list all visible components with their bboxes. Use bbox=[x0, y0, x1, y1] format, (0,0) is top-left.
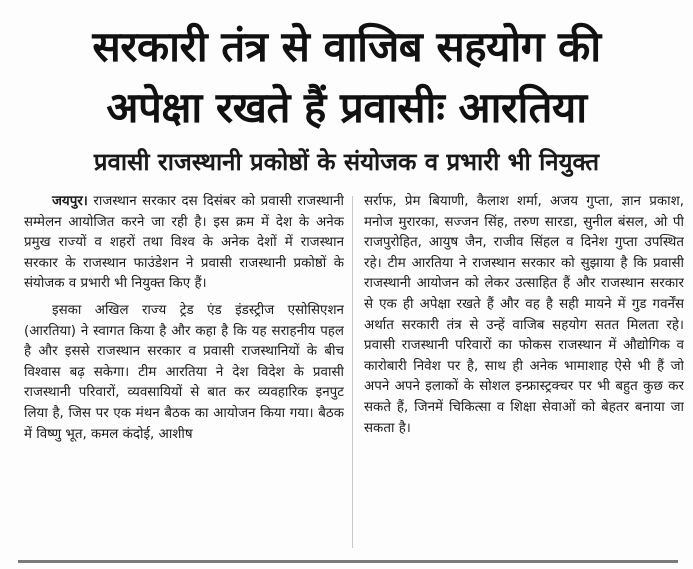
headline-line-1: सरकारी तंत्र से वाजिब सहयोग की bbox=[92, 22, 601, 71]
column-divider bbox=[352, 196, 353, 548]
subheadline: प्रवासी राजस्थानी प्रकोष्ठों के संयोजक व प्रभारी भी नियुक्त bbox=[93, 148, 600, 176]
paragraph-1-text: राजस्थान सरकार दस दिसंबर को प्रवासी राजस्थानी सम्मेलन आयोजित करने जा रही है। इस क्रम में देश के अनेक प्रमुख राज्यों व शहरों तथा विश्व के अनेक देशों में राजस्थान सरकार के राजस्थान फाउंडेशन ने प्रवासी राजस्थानी प्रकोष्ठों के संयोजक व प्रभारी भी नियुक्त किए हैं। bbox=[24, 194, 344, 292]
headline-line-2: अपेक्षा रखते हैं प्रवासीः आरतिया bbox=[106, 83, 587, 132]
article-paragraph-2: इसका अखिल राज्य ट्रेड एंड इंडस्ट्रीज एसोसिएशन (आरतिया) ने स्वागत किया है और कहा है कि यह सराहनीय पहल है और इससे राजस्थान सरकार व प्रवासी राजस्थानियों के बीच विश्वास बढ़ सकेगा। टीम आरतिया ने देश विदेश के प्रवासी राजस्थानी परिवारों, व्यवसायियों से बात कर व्यवहारिक इनपुट लिया है, जिस पर एक मंथन बैठक का आयोजन किया गया। बैठक में विष्णु भूत, कमल कंदोई, आशीष bbox=[24, 302, 344, 442]
article-column-right bbox=[364, 192, 684, 558]
article-paragraph-1 bbox=[24, 192, 344, 295]
bottom-rule bbox=[18, 560, 678, 563]
dateline: जयपुर। bbox=[52, 194, 88, 209]
article-paragraph-3: सर्राफ, प्रेम बियाणी, कैलाश शर्मा, अजय गुप्ता, ज्ञान प्रकाश, मनोज मुरारका, सज्जन सिंह, तरुण सारडा, सुनील बंसल, ओ पी राजपुरोहित, आयुष जैन, राजीव सिंहल व दिनेश गुप्ता उपस्थित रहे। टीम आरतिया ने राजस्थान सरकार को सुझाया है कि प्रवासी राजस्थानी आयोजन को लेकर उत्साहित हैं और राजस्थान सरकार से एक ही अपेक्षा रखते हैं और वह है सही मायने में गुड गवर्नेंस अर्थात सरकारी तंत्र से उन्हें वाजिब सहयोग सतत मिलता रहे। प्रवासी राजस्थानी परिवारों का फोकस राजस्थान में औद्योगिक व कारोबारी निवेश पर है, साथ ही अनेक भामाशाह ऐसे भी हैं जो अपने अपने इलाकों के सोशल इन्फ्रास्ट्रक्चर पर भी बहुत कुछ कर सकते हैं, जिनमें चिकित्सा व शिक्षा सेवाओं को बेहतर बनाया जा सकता है। bbox=[364, 194, 684, 436]
article-column-left bbox=[24, 192, 344, 558]
